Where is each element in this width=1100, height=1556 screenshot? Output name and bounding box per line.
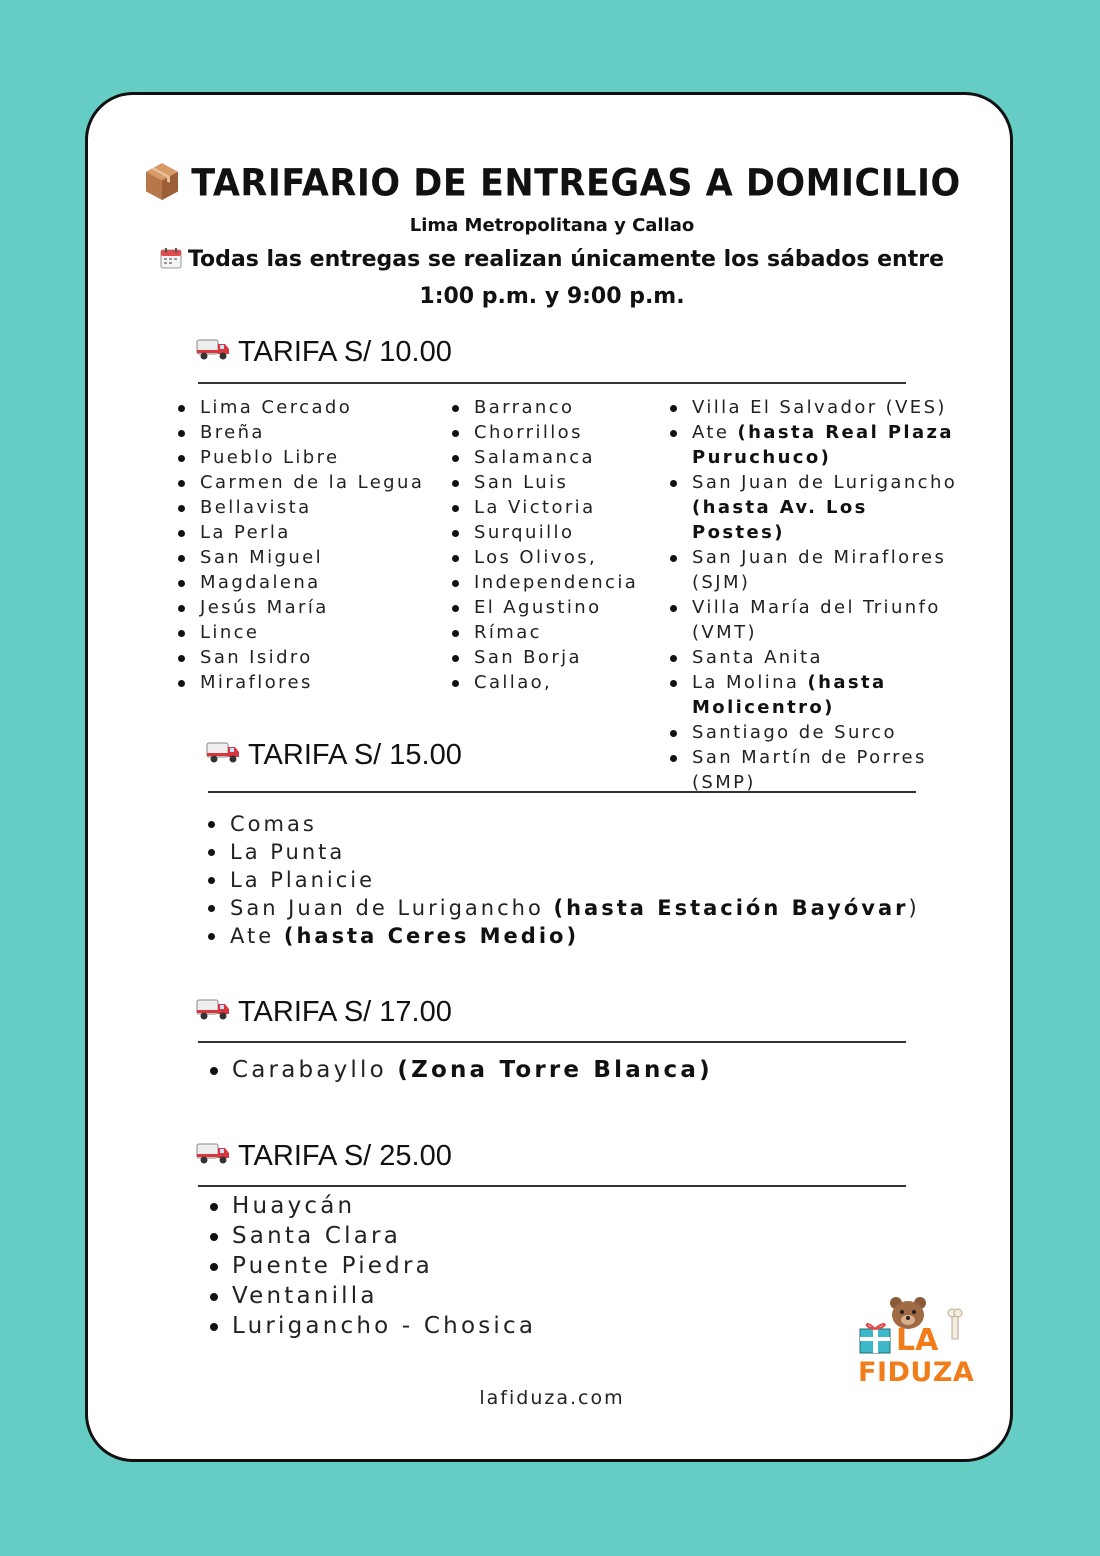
website-link[interactable]: lafiduza.com <box>479 1387 625 1409</box>
delivery-truck-icon <box>196 335 238 369</box>
divider <box>198 382 906 384</box>
list-item: Carmen de la Legua <box>176 470 424 495</box>
schedule-note: Todas las entregas se realizan únicamente los sábados entre 1:00 p.m. y 9:00 p.m. <box>148 243 956 314</box>
tariff-15-heading: TARIFA S/ 15.00 <box>206 738 462 772</box>
delivery-truck-icon <box>196 1139 238 1173</box>
divider <box>198 1185 906 1187</box>
calendar-icon <box>160 246 182 280</box>
list-item: San Juan de Lurigancho (hasta Av. Los Postes) <box>668 470 968 545</box>
tariff-card <box>85 92 1013 1462</box>
list-item: El Agustino <box>450 595 638 620</box>
tariff-10-heading: TARIFA S/ 10.00 <box>196 335 452 369</box>
list-item: Comas <box>206 810 920 838</box>
list-item: La Victoria <box>450 495 638 520</box>
list-item: Ate (hasta Ceres Medio) <box>206 922 920 950</box>
divider <box>208 791 916 793</box>
bone-icon <box>948 1309 962 1339</box>
list-item: Rímac <box>450 620 638 645</box>
delivery-truck-icon <box>206 738 248 772</box>
tariff-10-column-1 <box>176 395 424 695</box>
list-item: San Borja <box>450 645 638 670</box>
list-item: San Juan de Lurigancho (hasta Estación Bayóvar) <box>206 894 920 922</box>
list-item: Lurigancho - Chosica <box>208 1311 536 1341</box>
list-item: San Juan de Miraflores (SJM) <box>668 545 968 595</box>
list-item: Breña <box>176 420 424 445</box>
list-item: Ventanilla <box>208 1281 536 1311</box>
list-item: Santa Clara <box>208 1221 536 1251</box>
list-item: La Perla <box>176 520 424 545</box>
list-item: Bellavista <box>176 495 424 520</box>
list-item: Santa Anita <box>668 645 968 670</box>
tariff-17-list <box>208 1055 713 1085</box>
list-item: Independencia <box>450 570 638 595</box>
list-item: San Martín de Porres (SMP) <box>668 745 968 795</box>
list-item: Chorrillos <box>450 420 638 445</box>
subtitle: Lima Metropolitana y Callao <box>409 215 695 236</box>
page-title: TARIFARIO DE ENTREGAS A DOMICILIO <box>88 161 1016 212</box>
list-item: San Luis <box>450 470 638 495</box>
list-item: Ate (hasta Real Plaza Puruchuco) <box>668 420 968 470</box>
package-icon <box>143 161 181 212</box>
list-item: La Punta <box>206 838 920 866</box>
tariff-25-heading: TARIFA S/ 25.00 <box>196 1139 452 1173</box>
tariff-17-heading: TARIFA S/ 17.00 <box>196 995 452 1029</box>
list-item: Magdalena <box>176 570 424 595</box>
divider <box>198 1041 906 1043</box>
list-item: Surquillo <box>450 520 638 545</box>
list-item: Lima Cercado <box>176 395 424 420</box>
list-item: Salamanca <box>450 445 638 470</box>
list-item: Miraflores <box>176 670 424 695</box>
list-item: San Isidro <box>176 645 424 670</box>
tariff-10-column-3 <box>668 395 968 795</box>
delivery-truck-icon <box>196 995 238 1029</box>
list-item: Jesús María <box>176 595 424 620</box>
list-item: Barranco <box>450 395 638 420</box>
list-item: Carabayllo (Zona Torre Blanca) <box>208 1055 713 1085</box>
list-item: Callao, <box>450 670 638 695</box>
tariff-25-list <box>208 1191 536 1341</box>
gift-icon <box>860 1324 890 1353</box>
tariff-15-list <box>206 810 920 950</box>
list-item: Pueblo Libre <box>176 445 424 470</box>
list-item: Puente Piedra <box>208 1251 536 1281</box>
la-fiduza-logo: LA FIDUZA <box>856 1295 976 1395</box>
list-item: Huaycán <box>208 1191 536 1221</box>
list-item: Santiago de Surco <box>668 720 968 745</box>
list-item: La Planicie <box>206 866 920 894</box>
list-item: San Miguel <box>176 545 424 570</box>
list-item: Lince <box>176 620 424 645</box>
list-item: Villa María del Triunfo (VMT) <box>668 595 968 645</box>
list-item: Villa El Salvador (VES) <box>668 395 968 420</box>
tariff-10-column-2 <box>450 395 638 695</box>
list-item: La Molina (hasta Molicentro) <box>668 670 968 720</box>
list-item: Los Olivos, <box>450 545 638 570</box>
